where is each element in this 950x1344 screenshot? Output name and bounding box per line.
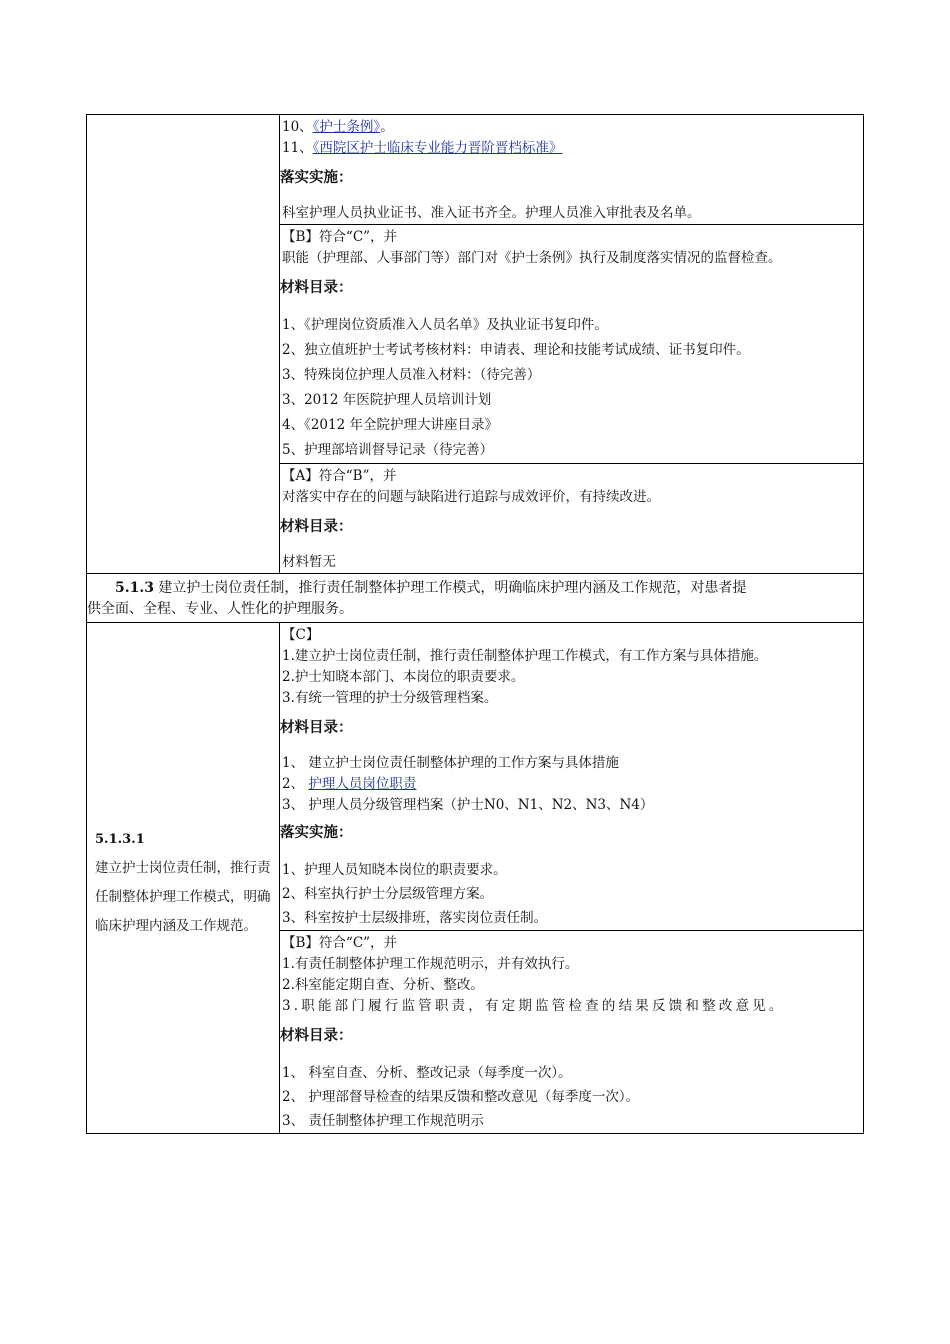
content-cell xyxy=(280,225,864,464)
list-link[interactable]: 护理人员岗位职责 xyxy=(308,776,417,792)
list-number: 2、 xyxy=(282,776,309,792)
list-item: 2、 护理部督导检查的结果反馈和整改意见（每季度一次）。 xyxy=(282,1089,640,1105)
content-cell xyxy=(280,623,864,931)
list-item xyxy=(280,795,863,816)
clause-cell xyxy=(87,623,280,1134)
requirement-item: 2.护士知晓本部门、本岗位的职责要求。 xyxy=(282,669,525,685)
requirement-item: 1.建立护士岗位责任制，推行责任制整体护理工作模式，有工作方案与具体措施。 xyxy=(282,648,768,664)
list-item: 5、护理部培训督导记录（待完善） xyxy=(282,442,494,458)
section-number: 5.1.3 xyxy=(115,580,154,596)
list-text: 护理人员分级管理档案（护士N0、N1、N2、N3、N4） xyxy=(308,797,654,813)
grade-label: 【B】符合“C”，并 xyxy=(282,935,398,951)
materials-heading: 材料目录： xyxy=(280,1028,353,1044)
list-item: 1、《护理岗位资质准入人员名单》及执业证书复印件。 xyxy=(282,317,608,333)
list-text: 建立护士岗位责任制整体护理的工作方案与具体措施 xyxy=(308,755,619,771)
grade-description: 职能（护理部、人事部门等）部门对《护士条例》执行及制度落实情况的监督检查。 xyxy=(282,250,782,266)
requirement-item: 1.有责任制整体护理工作规范明示，并有效执行。 xyxy=(282,956,579,972)
section-text: 建立护士岗位责任制，推行责任制整体护理工作模式，明确临床护理内涵及工作规范，对患者提 xyxy=(153,580,747,596)
requirement-item: 3.有统一管理的护士分级管理档案。 xyxy=(282,690,498,706)
requirement-item: 3.职能部门履行监管职责，有定期监管检查的结果反馈和整改意见。 xyxy=(282,998,786,1014)
content-cell xyxy=(280,115,864,225)
section-text-cont: 供全面、全程、专业、人性化的护理服务。 xyxy=(87,601,353,617)
section-row xyxy=(87,574,864,623)
table-row xyxy=(87,623,864,931)
implementation-item: 1、护理人员知晓本岗位的职责要求。 xyxy=(282,862,507,878)
standards-table xyxy=(86,114,864,1134)
reference-link[interactable]: 《护士条例》 xyxy=(312,119,381,135)
grade-label: 【B】符合“C”，并 xyxy=(282,229,398,245)
list-item: 3、 责任制整体护理工作规范明示 xyxy=(282,1113,484,1129)
reference-item xyxy=(280,117,863,138)
list-number: 1、 xyxy=(282,755,309,771)
grade-label: 【C】 xyxy=(282,627,320,643)
reference-number: 10、 xyxy=(282,119,313,135)
reference-suffix: 。 xyxy=(380,119,394,135)
reference-number: 11、 xyxy=(282,140,313,156)
clause-number: 5.1.3.1 xyxy=(95,832,145,847)
section-cell xyxy=(87,574,864,623)
list-item: 2、独立值班护士考试考核材料：申请表、理论和技能考试成绩、证书复印件。 xyxy=(282,342,750,358)
implementation-heading: 落实实施： xyxy=(280,825,353,841)
reference-item xyxy=(280,138,863,159)
table-row xyxy=(87,115,864,225)
implementation-item: 科室护理人员执业证书、准入证书齐全。护理人员准入审批表及名单。 xyxy=(282,205,701,221)
content-cell xyxy=(280,931,864,1134)
list-item: 3、特殊岗位护理人员准入材料：（待完善） xyxy=(282,367,541,383)
list-item: 1、 科室自查、分析、整改记录（每季度一次）。 xyxy=(282,1065,572,1081)
implementation-heading: 落实实施： xyxy=(280,170,353,186)
content-cell xyxy=(280,464,864,574)
list-number: 3、 xyxy=(282,797,309,813)
implementation-item: 2、科室执行护士分层级管理方案。 xyxy=(282,886,494,902)
requirement-item: 2.科室能定期自查、分析、整改。 xyxy=(282,977,484,993)
left-empty-cell xyxy=(87,115,280,574)
grade-description: 对落实中存在的问题与缺陷进行追踪与成效评价，有持续改进。 xyxy=(282,489,660,505)
grade-label: 【A】符合“B”，并 xyxy=(282,468,397,484)
reference-link[interactable]: 《西院区护士临床专业能力晋阶晋档标准》 xyxy=(312,140,563,156)
clause-text: 建立护士岗位责任制，推行责任制整体护理工作模式，明确临床护理内涵及工作规范。 xyxy=(95,860,271,934)
list-item: 材料暂无 xyxy=(282,554,336,570)
materials-heading: 材料目录： xyxy=(280,280,353,296)
list-item xyxy=(280,774,863,795)
materials-heading: 材料目录： xyxy=(280,720,353,736)
list-item: 3、2012 年医院护理人员培训计划 xyxy=(282,392,492,408)
list-item: 4、《2012 年全院护理大讲座目录》 xyxy=(282,417,498,433)
implementation-item: 3、科室按护士层级排班，落实岗位责任制。 xyxy=(282,910,548,926)
list-item xyxy=(280,753,863,774)
materials-heading: 材料目录： xyxy=(280,519,353,535)
